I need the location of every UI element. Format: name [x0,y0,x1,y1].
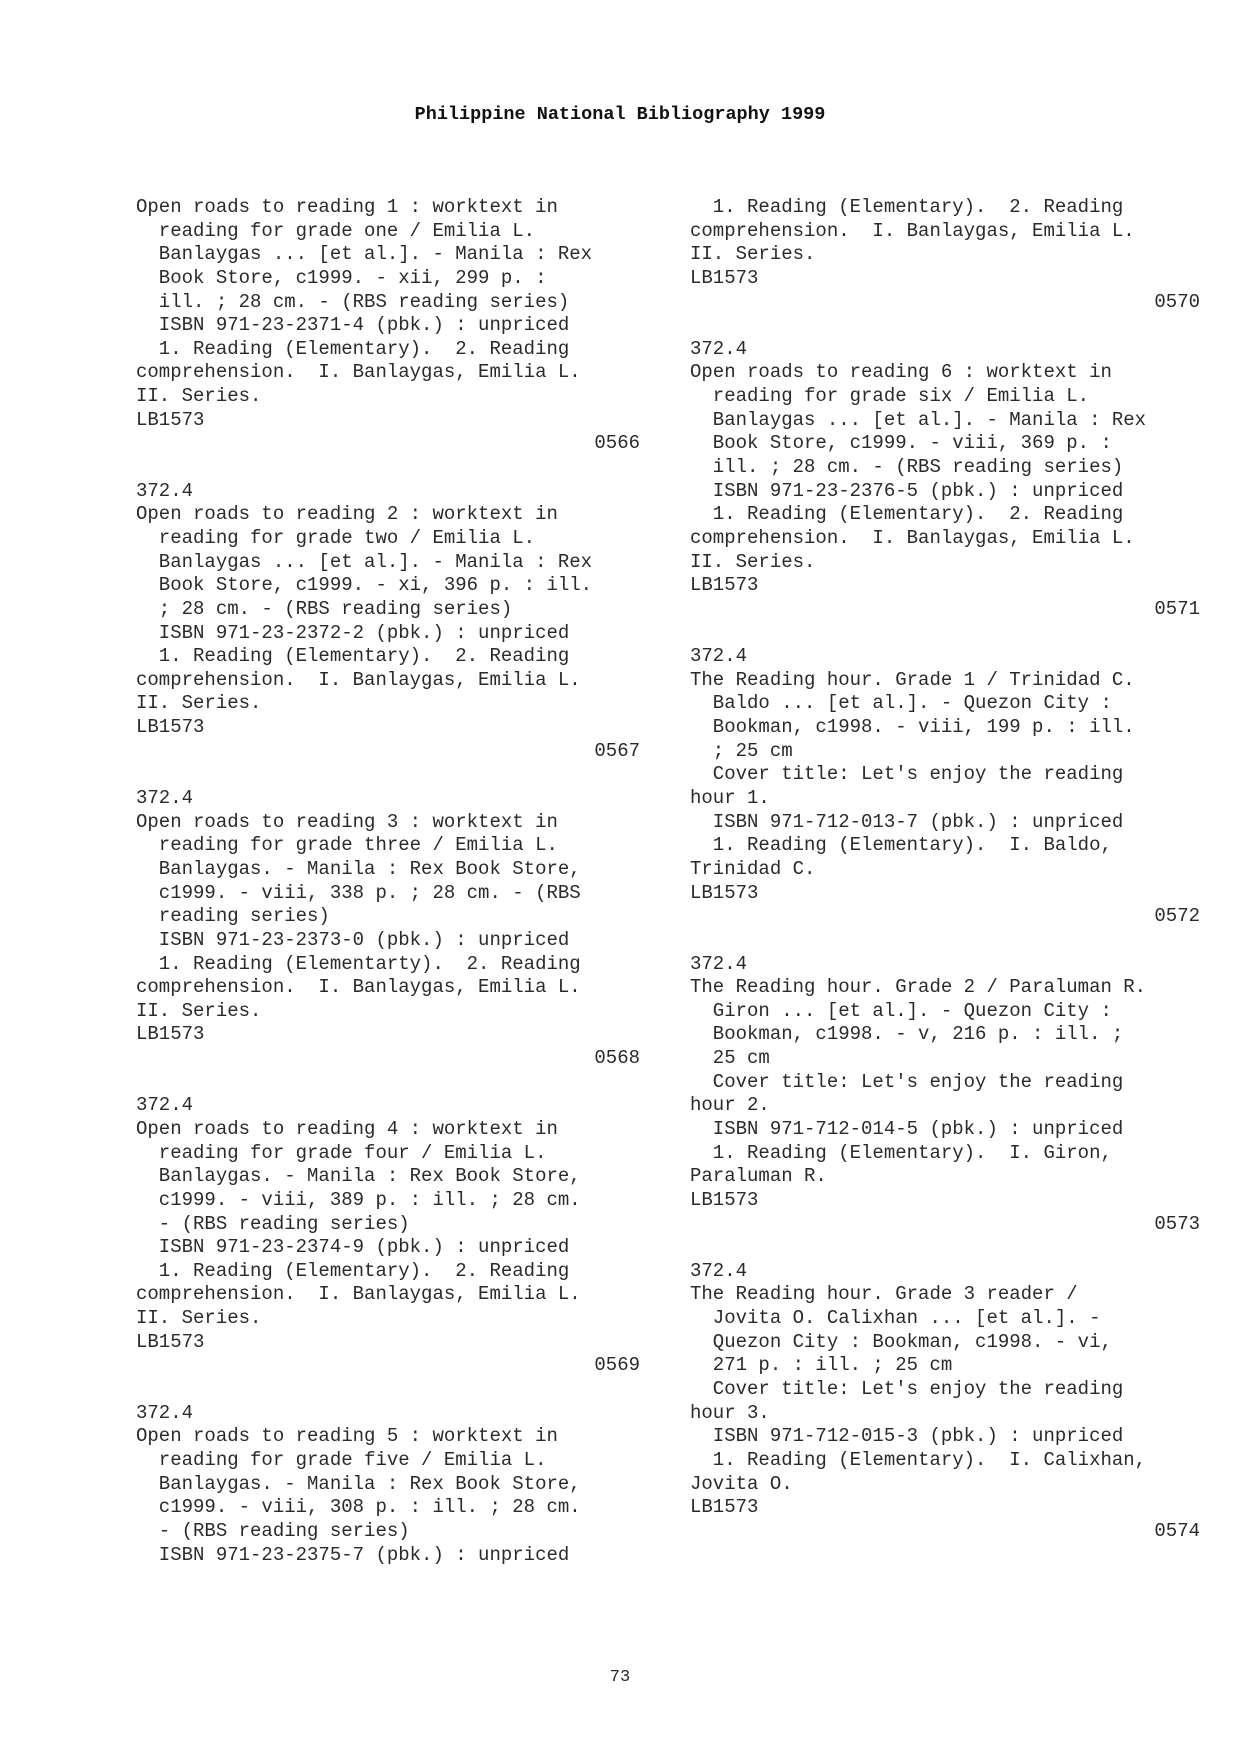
entry-line: comprehension. I. Banlaygas, Emilia L. [690,526,1135,549]
entry-line: - (RBS reading series) [136,1519,410,1542]
entry-number: 0574 [1154,1519,1200,1542]
blank-line [690,622,1200,646]
entry-line: 1. Reading (Elementary). I. Calixhan, [690,1448,1147,1471]
entry-line: ISBN 971-23-2376-5 (pbk.) : unpriced [690,479,1124,502]
entry-line: 1. Reading (Elementarty). 2. Reading [136,952,581,975]
entry-line: 1. Reading (Elementary). 2. Reading [690,196,1124,218]
entry-line: ISBN 971-23-2373-0 (pbk.) : unpriced [136,928,570,951]
entry-line: Banlaygas ... [et al.]. - Manila : Rex [136,550,593,573]
entry-line: Jovita O. [690,1472,793,1495]
entry-line: 372.4 [690,1259,748,1282]
entry-line: 1. Reading (Elementary). 2. Reading [136,1259,570,1282]
entry-line: hour 2. [690,1094,770,1117]
entry-line: Giron ... [et al.]. - Quezon City : [690,999,1112,1022]
entry-line: reading for grade two / Emilia L. [136,526,536,549]
entry-number: 0573 [1154,1212,1200,1235]
entry-line: ISBN 971-23-2375-7 (pbk.) : unpriced [136,1543,570,1566]
entry-line: hour 1. [690,787,770,810]
entry-line: Quezon City : Bookman, c1998. - vi, [690,1330,1112,1353]
entry-line: 1. Reading (Elementary). 2. Reading [690,503,1124,526]
entry-line: hour 3. [690,1401,770,1424]
entry-line: Baldo ... [et al.]. - Quezon City : [690,692,1112,715]
entry-line: ISBN 971-712-013-7 (pbk.) : unpriced [690,810,1124,833]
entry-line: Open roads to reading 6 : worktext in [690,361,1112,384]
entry-line: II. Series. [690,550,816,573]
page-title: Philippine National Bibliography 1999 [414,104,826,125]
entry-line: Cover title: Let's enjoy the reading [690,763,1124,786]
entry-line: Book Store, c1999. - xii, 299 p. : [136,266,547,289]
blank-line [690,1236,1200,1260]
entry-line: Trinidad C. [690,857,816,880]
entry-line: 372.4 [690,952,748,975]
entry-line: reading for grade four / Emilia L. [136,1141,547,1164]
entry-line: Open roads to reading 5 : worktext in [136,1425,558,1448]
entry-line: II. Series. [136,385,262,408]
entry-line: reading for grade one / Emilia L. [136,219,536,242]
entry-line: comprehension. I. Banlaygas, Emilia L. [136,976,581,999]
entry-line: LB1573 [690,266,759,289]
right-column [690,196,1200,1544]
entry-line: Bookman, c1998. - viii, 199 p. : ill. [690,716,1135,739]
entry-line: Open roads to reading 2 : worktext in [136,503,558,526]
entry-line: 25 cm [690,1047,770,1070]
entry-number: 0568 [594,1047,640,1070]
entry-line: reading for grade three / Emilia L. [136,834,558,857]
entry-line: 372.4 [136,787,194,810]
page-number: 73 [609,1668,631,1687]
entry-line: 372.4 [690,645,748,668]
entry-number: 0567 [594,739,640,762]
entry-line: Open roads to reading 3 : worktext in [136,810,558,833]
entry-line: Open roads to reading 4 : worktext in [136,1117,558,1140]
entry-line: reading for grade five / Emilia L. [136,1448,547,1471]
entry-line: c1999. - viii, 308 p. : ill. ; 28 cm. [136,1496,581,1519]
entry-line: comprehension. I. Banlaygas, Emilia L. [136,361,581,384]
entry-line: ISBN 971-23-2374-9 (pbk.) : unpriced [136,1236,570,1259]
entry-line: Banlaygas ... [et al.]. - Manila : Rex [136,243,593,266]
entry-line: ISBN 971-712-015-3 (pbk.) : unpriced [690,1425,1124,1448]
entry-line: reading for grade six / Emilia L. [690,385,1090,408]
blank-line [136,456,646,480]
entry-line: ISBN 971-712-014-5 (pbk.) : unpriced [690,1117,1124,1140]
entry-line: LB1573 [690,881,759,904]
blank-line [136,1071,646,1095]
entry-line: The Reading hour. Grade 1 / Trinidad C. [690,668,1135,691]
entry-line: comprehension. I. Banlaygas, Emilia L. [136,1283,581,1306]
entry-line: 372.4 [690,337,748,360]
entry-line: ISBN 971-23-2371-4 (pbk.) : unpriced [136,314,570,337]
entry-line: ill. ; 28 cm. - (RBS reading series) [136,290,570,313]
entry-line: ; 28 cm. - (RBS reading series) [136,597,513,620]
blank-line [690,929,1200,953]
entry-number: 0572 [1154,905,1200,928]
entry-line: 1. Reading (Elementary). I. Baldo, [690,834,1112,857]
entry-line: 271 p. : ill. ; 25 cm [690,1354,953,1377]
entry-line: 1. Reading (Elementary). 2. Reading [136,645,570,668]
entry-line: LB1573 [136,1023,205,1046]
entry-line: c1999. - viii, 338 p. ; 28 cm. - (RBS [136,881,581,904]
entry-line: 1. Reading (Elementary). I. Giron, [690,1141,1112,1164]
blank-line [690,314,1200,338]
entry-line: ; 25 cm [690,739,793,762]
entry-line: LB1573 [136,1330,205,1353]
entry-line: LB1573 [690,1496,759,1519]
entry-line: II. Series. [136,692,262,715]
entry-line: 1. Reading (Elementary). 2. Reading [136,337,570,360]
entry-number: 0571 [1154,597,1200,620]
entry-line: Book Store, c1999. - xi, 396 p. : ill. [136,574,593,597]
blank-line [136,763,646,787]
entry-line: Open roads to reading 1 : worktext in [136,196,558,218]
entry-line: Banlaygas. - Manila : Rex Book Store, [136,1472,581,1495]
entry-line: 372.4 [136,1094,194,1117]
entry-line: ISBN 971-23-2372-2 (pbk.) : unpriced [136,621,570,644]
entry-line: II. Series. [136,999,262,1022]
entry-line: Banlaygas. - Manila : Rex Book Store, [136,1165,581,1188]
entry-line: LB1573 [690,574,759,597]
entry-line: II. Series. [136,1307,262,1330]
entry-line: comprehension. I. Banlaygas, Emilia L. [136,668,581,691]
entry-line: reading series) [136,905,330,928]
entry-line: 372.4 [136,479,194,502]
entry-line: Banlaygas ... [et al.]. - Manila : Rex [690,408,1147,431]
entry-line: II. Series. [690,243,816,266]
entry-line: comprehension. I. Banlaygas, Emilia L. [690,219,1135,242]
entry-line: Bookman, c1998. - v, 216 p. : ill. ; [690,1023,1124,1046]
entry-line: Paraluman R. [690,1165,827,1188]
entry-line: ill. ; 28 cm. - (RBS reading series) [690,456,1124,479]
entry-number: 0566 [594,432,640,455]
entry-number: 0570 [1154,290,1200,313]
entry-line: Book Store, c1999. - viii, 369 p. : [690,432,1112,455]
blank-line [136,1378,646,1402]
entry-line: The Reading hour. Grade 2 / Paraluman R. [690,976,1147,999]
entry-line: LB1573 [136,716,205,739]
entry-line: Banlaygas. - Manila : Rex Book Store, [136,857,581,880]
entry-line: Cover title: Let's enjoy the reading [690,1070,1124,1093]
entry-line: 372.4 [136,1401,194,1424]
entry-line: The Reading hour. Grade 3 reader / [690,1283,1078,1306]
entry-line: Jovita O. Calixhan ... [et al.]. - [690,1307,1101,1330]
entry-line: LB1573 [136,408,205,431]
entry-line: LB1573 [690,1188,759,1211]
left-column [136,196,646,1567]
entry-line: c1999. - viii, 389 p. : ill. ; 28 cm. [136,1188,581,1211]
entry-line: - (RBS reading series) [136,1212,410,1235]
entry-line: Cover title: Let's enjoy the reading [690,1378,1124,1401]
entry-number: 0569 [594,1354,640,1377]
